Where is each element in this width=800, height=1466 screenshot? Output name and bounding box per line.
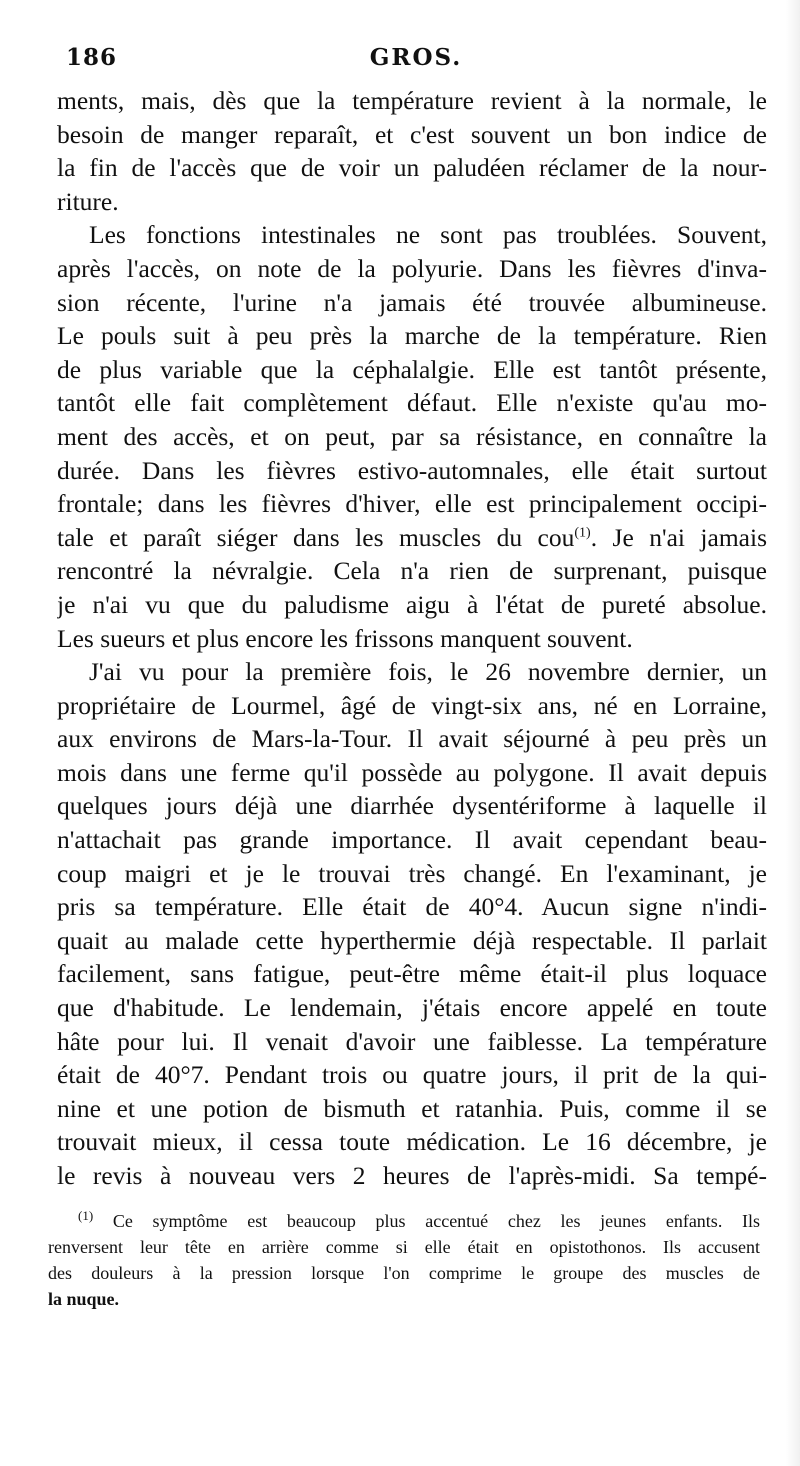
text-line: la fin de l'accès que de voir un paludéen réclamer de la nour- [57,153,767,183]
text-line: que d'habitude. Le lendemain, j'étais encore appelé en toute [57,993,767,1023]
text-line: aux environs de Mars-la-Tour. Il avait séjourné à peu près un [57,724,767,754]
text-line: coup maigri et je le trouvai très changé. En l'examinant, je [57,858,767,888]
page-number: 186 [66,44,118,71]
text-line: n'attachait pas grande importance. Il avait cependant beau- [57,825,767,855]
text-line: pris sa température. Elle était de 40°4. Aucun signe n'indi- [57,892,767,922]
text-line: frontale; dans les fièvres d'hiver, elle est principalement occipi- [57,489,767,519]
text-line: durée. Dans les fièvres estivo-automnales, elle était surtout [57,455,767,485]
text-line: Les sueurs et plus encore les frissons manquent souvent. [57,623,633,653]
footnote-mark: (1) [78,1208,94,1223]
text-line: mois dans une ferme qu'il possède au polygone. Il avait depuis [57,757,767,787]
text-line: rencontré la névralgie. Cela n'a rien de surprenant, puisque [57,556,767,586]
footnote-line: la nuque. [48,1289,120,1309]
footnote-line: des douleurs à la pression lorsque l'on comprime le groupe des muscles de [48,1263,760,1283]
text-line: riture. [57,186,119,216]
text-segment: tale et paraît siéger dans les muscles du cou [57,522,575,552]
text-line: facilement, sans fatigue, peut-être même était-il plus loquace [57,959,767,989]
text-line: nine et une potion de bismuth et ratanhia. Puis, comme il se [57,1093,767,1123]
footnote-text: Ce symptôme est beaucoup plus accentué chez les jeunes enfants. Ils [112,1211,760,1231]
running-head: GROS. [369,44,463,71]
body-text [57,84,767,1193]
text-line: je n'ai vu que du paludisme aigu à l'état de pureté absolue. [57,589,767,619]
footnote-line [48,1208,760,1234]
text-line: propriétaire de Lourmel, âgé de vingt-six ans, né en Lorraine, [57,690,767,720]
text-line: quait au malade cette hyperthermie déjà respectable. Il parlait [57,925,767,955]
text-line: trouvait mieux, il cessa toute médication. Le 16 décembre, je [57,1127,767,1157]
footnote-reference: (1) [574,525,591,541]
text-line: était de 40°7. Pendant trois ou quatre jours, il prit de la qui- [57,1060,767,1090]
paragraph-start-line: J'ai vu pour la première fois, le 26 novembre dernier, un [89,657,767,687]
text-line: hâte pour lui. Il venait d'avoir une faiblesse. La température [57,1026,767,1056]
text-line: sion récente, l'urine n'a jamais été trouvée albumineuse. [57,287,767,317]
scan-edge-shadow [786,0,800,1466]
paragraph-start-line: Les fonctions intestinales ne sont pas troublées. Souvent, [89,220,767,250]
footnote [48,1208,760,1312]
text-line: après l'accès, on note de la polyurie. Dans les fièvres d'inva- [57,253,767,283]
text-line: quelques jours déjà une diarrhée dysentériforme à laquelle il [57,791,767,821]
text-line: ments, mais, dès que la température revient à la normale, le [57,86,767,115]
text-line: Le pouls suit à peu près la marche de la température. Rien [57,321,767,351]
text-segment: . Je n'ai jamais [590,522,767,552]
page-header [66,44,766,80]
text-line: ment des accès, et on peut, par sa résistance, en connaître la [57,421,767,451]
text-line: le revis à nouveau vers 2 heures de l'après-midi. Sa tempé- [57,1161,767,1190]
text-line: tantôt elle fait complètement défaut. Elle n'existe qu'au mo- [57,388,767,418]
footnote-line: renversent leur tête en arrière comme si elle était en opistothonos. Ils accusent [48,1237,760,1257]
text-line-with-footnote-ref [57,521,767,555]
text-line: besoin de manger reparaît, et c'est souvent un bon indice de [57,119,767,149]
text-line: de plus variable que la céphalalgie. Elle est tantôt présente, [57,354,767,384]
